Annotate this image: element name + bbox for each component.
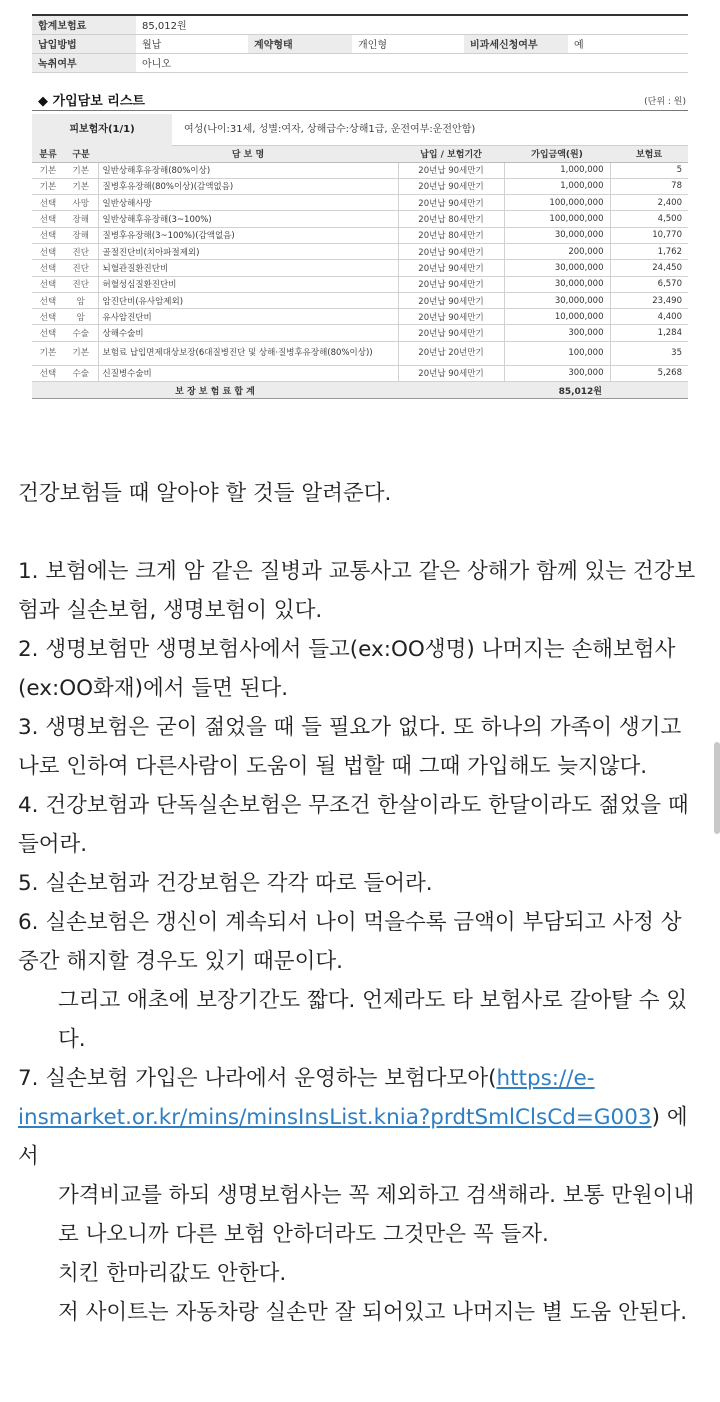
cell-class: 선택 (32, 365, 64, 381)
coverage-section-title: ◆ 가입담보 리스트 (38, 94, 145, 109)
cell-term: 20년납 90세만기 (398, 260, 504, 276)
cell-term: 20년납 90세만기 (398, 325, 504, 341)
cell-name: 신질병수술비 (98, 365, 398, 381)
insured-value: 여성(나이:31세, 성별:여자, 상해급수:상해1급, 운전여부:운전안함) (184, 124, 476, 135)
cell-class: 선택 (32, 227, 64, 243)
header-premium: 보험료 (610, 146, 688, 162)
cell-term: 20년납 90세만기 (398, 162, 504, 178)
table-row (32, 365, 688, 381)
cell-name: 골절진단비(치아파절제외) (98, 243, 398, 259)
cell-name: 암진단비(유사암제외) (98, 292, 398, 308)
cell-term: 20년납 90세만기 (398, 276, 504, 292)
recording-value: 아니오 (136, 53, 688, 72)
contract-type-value: 개인형 (352, 34, 464, 53)
cell-class: 기본 (32, 178, 64, 194)
cell-amount: 30,000,000 (504, 260, 610, 276)
cell-premium: 78 (610, 178, 688, 194)
cell-name: 질병후유장해(80%이상)(감액없음) (98, 178, 398, 194)
cell-amount: 100,000 (504, 341, 610, 365)
cell-term: 20년납 80세만기 (398, 227, 504, 243)
cell-premium: 1,284 (610, 325, 688, 341)
cell-term: 20년납 90세만기 (398, 309, 504, 325)
cell-premium: 23,490 (610, 292, 688, 308)
coverage-table-header (32, 146, 688, 162)
cell-amount: 30,000,000 (504, 292, 610, 308)
tip-7-closing: 저 사이트는 자동차랑 실손만 잘 되어있고 나머지는 별 도움 안된다. (58, 1300, 688, 1325)
cell-kind: 수술 (64, 365, 98, 381)
total-premium-label: 합계보험료 (32, 15, 136, 34)
cell-term: 20년납 90세만기 (398, 292, 504, 308)
cell-name: 일반상해사망 (98, 195, 398, 211)
tip-6-continued: 그리고 애초에 보장기간도 짧다. 언제라도 타 보험사로 갈아탈 수 있다. (58, 988, 688, 1052)
tax-exempt-value: 예 (568, 34, 688, 53)
cell-name: 질병후유장해(3~100%)(감액없음) (98, 227, 398, 243)
cell-amount: 100,000,000 (504, 211, 610, 227)
total-label: 보 장 보 험 료 합 계 (32, 382, 398, 399)
cell-class: 선택 (32, 260, 64, 276)
table-row (32, 341, 688, 365)
cell-name: 보험료 납입면제대상보장(6대질병진단 및 상해·질병후유장해(80%이상)) (98, 341, 398, 365)
cell-kind: 진단 (64, 260, 98, 276)
cell-name: 일반상해후유장해(3~100%) (98, 211, 398, 227)
cell-premium: 2,400 (610, 195, 688, 211)
tip-7-note: 치킨 한마리값도 안한다. (58, 1261, 287, 1286)
cell-term: 20년납 80세만기 (398, 211, 504, 227)
tip-4: 4. 건강보험과 단독실손보험은 무조건 한살이라도 한달이라도 젊었을 때 들어라. (18, 793, 689, 857)
cell-name: 상해수술비 (98, 325, 398, 341)
tip-7-continued: 가격비교를 하되 생명보험사는 꼭 제외하고 검색해라. 보통 만원이내로 나오니까 다른 보험 안하더라도 그것만은 꼭 들자. (58, 1183, 695, 1247)
article-body (18, 474, 708, 1332)
tip-6: 6. 실손보험은 갱신이 계속되서 나이 먹을수록 금액이 부담되고 사정 상 중간 해지할 경우도 있기 때문이다. (18, 910, 682, 974)
tip-3: 3. 생명보험은 굳이 젊었을 때 들 필요가 없다. 또 하나의 가족이 생기고 나로 인하여 다른사람이 도움이 될 법할 때 그때 가입해도 늦지않다. (18, 715, 682, 779)
tip-5: 5. 실손보험과 건강보험은 각각 따로 들어라. (18, 871, 433, 896)
cell-premium: 4,400 (610, 309, 688, 325)
tip-7-prefix: 7. 실손보험 가입은 나라에서 운영하는 보험다모아( (18, 1066, 497, 1091)
cell-class: 선택 (32, 292, 64, 308)
total-row (32, 382, 688, 399)
header-name: 담 보 명 (98, 146, 398, 162)
cell-kind: 기본 (64, 178, 98, 194)
cell-term: 20년납 90세만기 (398, 195, 504, 211)
cell-premium: 35 (610, 341, 688, 365)
cell-class: 선택 (32, 309, 64, 325)
table-row (32, 325, 688, 341)
tip-1: 1. 보험에는 크게 암 같은 질병과 교통사고 같은 상해가 함께 있는 건강보험과 실손보험, 생명보험이 있다. (18, 559, 696, 623)
cell-name: 유사암진단비 (98, 309, 398, 325)
cell-kind: 사망 (64, 195, 98, 211)
table-row (32, 309, 688, 325)
coverage-table (32, 146, 688, 399)
tip-2: 2. 생명보험만 생명보험사에서 들고(ex:OO생명) 나머지는 손해보험사(ex:OO화재)에서 들면 된다. (18, 637, 676, 701)
article-intro: 건강보험들 때 알아야 할 것들 알려준다. (18, 481, 392, 506)
pay-method-label: 납입방법 (32, 34, 136, 53)
cell-term: 20년납 90세만기 (398, 178, 504, 194)
table-row (32, 195, 688, 211)
insmarket-link[interactable]: https://e-insmarket.or.kr/mins/minsInsList.knia?prdtSmlClsCd=G003 (18, 1066, 652, 1130)
cell-amount: 300,000 (504, 365, 610, 381)
cell-class: 선택 (32, 195, 64, 211)
cell-amount: 300,000 (504, 325, 610, 341)
scrollbar-thumb[interactable] (714, 742, 720, 834)
cell-kind: 암 (64, 292, 98, 308)
tax-exempt-label: 비과세신청여부 (464, 34, 568, 53)
table-row (32, 227, 688, 243)
paragraph-gap (18, 513, 708, 552)
header-amount: 가입금액(원) (504, 146, 610, 162)
total-premium-value: 85,012원 (136, 15, 688, 34)
cell-premium: 5,268 (610, 365, 688, 381)
cell-amount: 1,000,000 (504, 178, 610, 194)
cell-name: 허혈성심질환진단비 (98, 276, 398, 292)
header-kind: 구분 (64, 146, 98, 162)
cell-amount: 100,000,000 (504, 195, 610, 211)
unit-label: (단위 : 원) (644, 97, 686, 107)
cell-class: 선택 (32, 211, 64, 227)
cell-kind: 기본 (64, 341, 98, 365)
cell-amount: 200,000 (504, 243, 610, 259)
recording-label: 녹취여부 (32, 53, 136, 72)
cell-class: 선택 (32, 243, 64, 259)
total-blank (610, 382, 688, 399)
insured-label: 피보험자(1/1) (32, 114, 172, 146)
cell-kind: 기본 (64, 162, 98, 178)
contract-type-label: 계약형태 (248, 34, 352, 53)
cell-name: 뇌혈관질환진단비 (98, 260, 398, 276)
total-value: 85,012원 (398, 382, 610, 399)
cell-premium: 5 (610, 162, 688, 178)
table-row (32, 243, 688, 259)
section-divider (32, 110, 688, 111)
cell-premium: 24,450 (610, 260, 688, 276)
cell-kind: 진단 (64, 243, 98, 259)
header-class: 분류 (32, 146, 64, 162)
cell-class: 기본 (32, 341, 64, 365)
cell-class: 선택 (32, 276, 64, 292)
cell-premium: 10,770 (610, 227, 688, 243)
cell-kind: 진단 (64, 276, 98, 292)
table-row (32, 276, 688, 292)
cell-name: 일반상해후유장해(80%이상) (98, 162, 398, 178)
cell-term: 20년납 90세만기 (398, 365, 504, 381)
insurance-plan-image (0, 0, 720, 430)
cell-kind: 암 (64, 309, 98, 325)
cell-kind: 장해 (64, 211, 98, 227)
cell-amount: 10,000,000 (504, 309, 610, 325)
cell-amount: 30,000,000 (504, 276, 610, 292)
header-term: 납입 / 보험기간 (398, 146, 504, 162)
table-row (32, 178, 688, 194)
cell-amount: 30,000,000 (504, 227, 610, 243)
cell-class: 선택 (32, 325, 64, 341)
cell-amount: 1,000,000 (504, 162, 610, 178)
pay-method-value: 월납 (136, 34, 248, 53)
plan-summary-table (32, 14, 688, 73)
table-row (32, 260, 688, 276)
insured-row (32, 114, 688, 146)
cell-term: 20년납 90세만기 (398, 243, 504, 259)
table-row (32, 162, 688, 178)
cell-kind: 장해 (64, 227, 98, 243)
cell-term: 20년납 20년만기 (398, 341, 504, 365)
cell-kind: 수술 (64, 325, 98, 341)
cell-premium: 6,570 (610, 276, 688, 292)
cell-premium: 4,500 (610, 211, 688, 227)
tip-7 (18, 1059, 708, 1176)
cell-class: 기본 (32, 162, 64, 178)
table-row (32, 292, 688, 308)
table-row (32, 211, 688, 227)
tip-7-suffix: ) 에서 (18, 1105, 688, 1169)
cell-premium: 1,762 (610, 243, 688, 259)
